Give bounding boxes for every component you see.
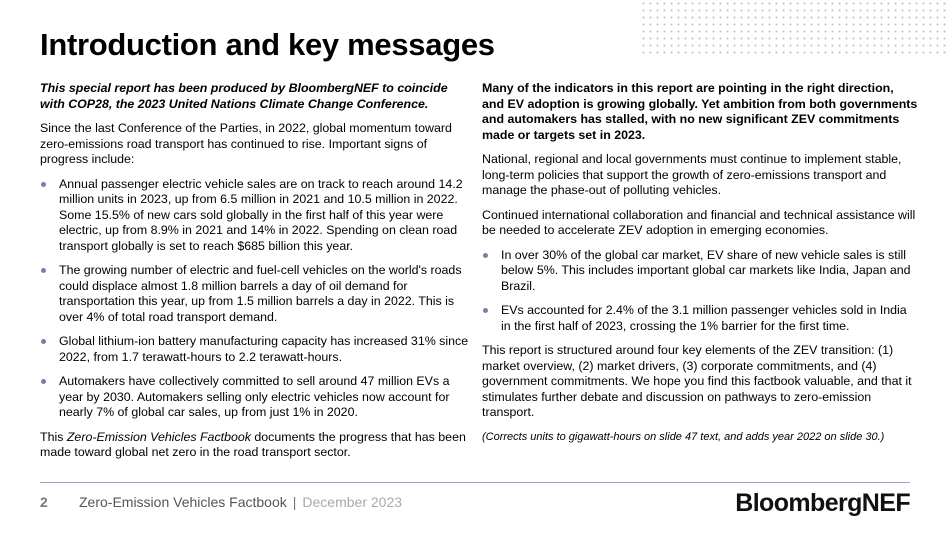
- list-item: Global lithium-ion battery manufacturing capacity has increased 31% since 2022, from 1.7 terawatt-hours to 2.2 terawatt-hours.: [40, 334, 474, 365]
- list-item: Automakers have collectively committed to sell around 47 million EVs a year by 2030. Automakers selling only electric vehicles now account for nearly 7% of global car sales, up from just 1% in 2020.: [40, 374, 474, 421]
- footer-divider: [40, 482, 910, 483]
- footer-date: December 2023: [302, 494, 403, 510]
- list-item: In over 30% of the global car market, EV share of new vehicle sales is still below 5%. This includes important global car markets like India, Japan and Brazil.: [482, 248, 918, 295]
- right-lead-paragraph: Many of the indicators in this report are pointing in the right direction, and EV adoption is growing globally. Yet ambition from both governments and automakers has stalled, with no new significant ZEV commitments made or targets set in 2023.: [482, 81, 918, 142]
- bloombergnef-logo: BloombergNEF: [735, 489, 910, 517]
- footer-separator: |: [292, 494, 297, 510]
- page-title: Introduction and key messages: [40, 27, 495, 62]
- footer-doc-info: [79, 493, 402, 511]
- right-column: [482, 81, 918, 444]
- footer-doc-title: Zero-Emission Vehicles Factbook: [79, 494, 287, 510]
- closing-text-start: This: [40, 429, 67, 444]
- dot-pattern-decoration: [640, 0, 950, 58]
- right-bullet-list: [482, 248, 918, 335]
- right-paragraph-policies: National, regional and local governments must continue to implement stable, long-term policies that support the growth of zero-emissions transport and manage the phase-out of polluting vehicles.: [482, 152, 902, 197]
- list-item: EVs accounted for 2.4% of the 3.1 million passenger vehicles sold in India in the first half of 2023, crossing the 1% barrier for the first time.: [482, 303, 918, 334]
- left-intro-paragraph: Since the last Conference of the Parties, in 2022, global momentum toward zero-emissions road transport has continued to rise. Important signs of progress include:: [40, 121, 452, 166]
- left-lead-paragraph: This special report has been produced by BloombergNEF to coincide with COP28, the 2023 United Nations Climate Change Conference.: [40, 81, 448, 111]
- list-item: The growing number of electric and fuel-cell vehicles on the world's roads could displace almost 1.8 million barrels a day of oil demand for transportation this year, up from 1.5 million barrels a day in 2022. This is over 4% of total road transport demand.: [40, 263, 474, 325]
- factbook-title-italic: Zero-Emission Vehicles Factbook: [66, 429, 251, 444]
- list-item: Annual passenger electric vehicle sales are on track to reach around 14.2 million units in 2023, up from 6.5 million in 2021 and 10.5 million in 2022. Some 15.5% of new cars sold globally in the first half of this year were electric, up from 8.9% in 2021 and 14% in 2022. Spending on clean road transport globally is set to reach $685 billion this year.: [40, 177, 474, 255]
- left-column: [40, 81, 474, 470]
- corrections-note: (Corrects units to gigawatt-hours on slide 47 text, and adds year 2022 on slide 30.): [482, 430, 885, 443]
- left-bullet-list: [40, 177, 474, 421]
- page-number: 2: [40, 494, 48, 510]
- right-paragraph-structure: This report is structured around four key elements of the ZEV transition: (1) market overview, (2) market drivers, (3) corporate commitments, and (4) government commitments. We hope you find this factbook valuable, and that it stimulates further debate and discussion on pathways to zero-emission transport.: [482, 343, 912, 419]
- closing-text-end: documents the progress that has been made toward global net zero in the road transport sector.: [40, 429, 466, 459]
- right-paragraph-collaboration: Continued international collaboration and financial and technical assistance will be needed to accelerate ZEV adoption in emerging economies.: [482, 207, 916, 237]
- left-closing-paragraph: [40, 430, 474, 461]
